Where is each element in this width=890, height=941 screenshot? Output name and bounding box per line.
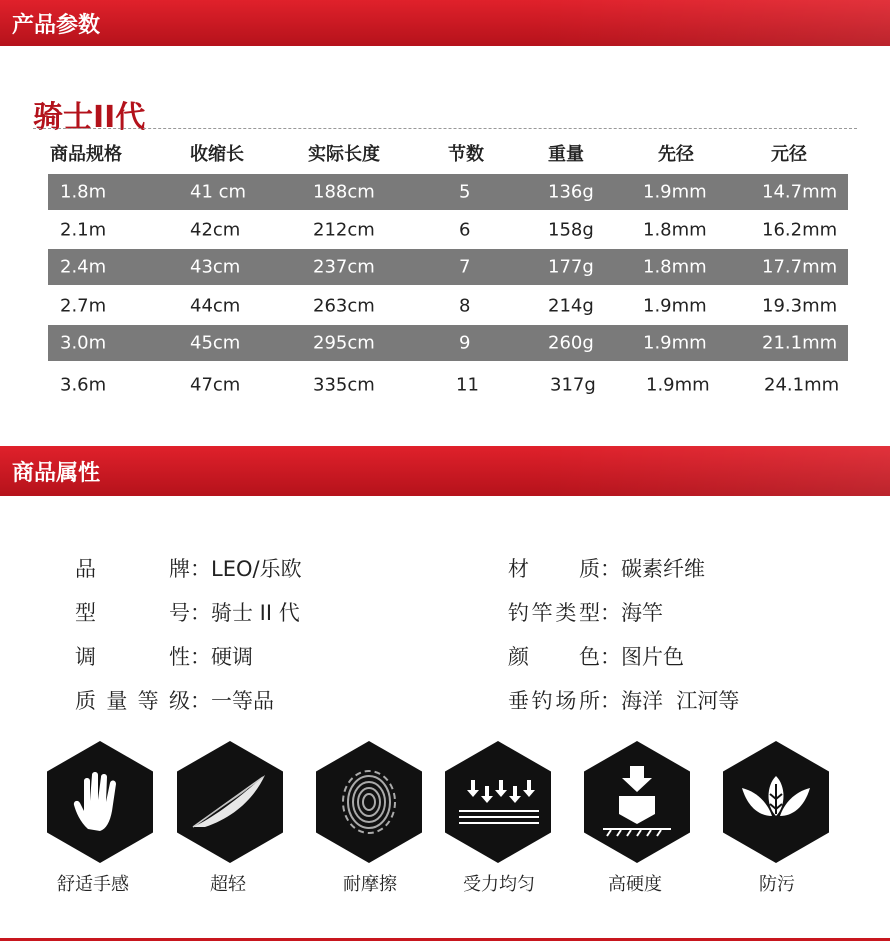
table-cell: 1.9mm [643,332,707,354]
table-row [48,288,848,324]
table-cell: 136g [548,181,594,203]
feature-label: 耐摩擦 [343,874,397,895]
feature-ultralight [177,741,287,866]
attr-rod-type: 钓竿类型：海竿 [508,601,663,625]
table-cell: 42cm [190,219,241,241]
table-cell: 21.1mm [762,332,838,354]
column-header: 元径 [771,144,807,165]
attr-material: 材质：碳素纤维 [508,557,705,581]
column-header: 收缩长 [190,144,244,165]
column-header: 先径 [658,144,694,165]
section-banner-attributes [0,446,890,496]
attr-model: 型号：骑士 II 代 [75,601,300,625]
table-cell: 17.7mm [762,256,838,278]
attr-grade: 质量等级：一等品 [75,689,274,713]
table-cell: 9 [459,332,471,354]
table-cell: 1.8mm [643,219,707,241]
column-header: 重量 [548,144,584,165]
table-cell: 260g [548,332,594,354]
section-banner-params [0,0,890,46]
feature-label: 超轻 [210,874,246,895]
table-cell: 2.4m [60,256,107,278]
table-cell: 237cm [313,256,375,278]
table-cell: 45cm [190,332,241,354]
table-cell: 317g [550,374,596,396]
table-cell: 16.2mm [762,219,838,241]
leaf-icon [723,741,829,863]
table-cell: 43cm [190,256,241,278]
table-cell: 8 [459,295,471,317]
attr-venue: 垂钓场所：海洋 江河等 [508,689,740,713]
table-row [48,174,848,210]
column-header: 实际长度 [308,144,380,165]
table-cell: 212cm [313,219,375,241]
table-cell: 44cm [190,295,241,317]
table-cell: 11 [456,374,479,396]
attr-brand: 品牌：LEO/乐欧 [75,557,302,581]
section-title: 产品参数 [12,12,101,38]
table-cell: 158g [548,219,594,241]
table-cell: 3.0m [60,332,107,354]
column-header: 商品规格 [50,144,122,165]
table-header [48,140,848,168]
attr-action: 调性：硬调 [75,645,253,669]
table-cell: 1.8m [60,181,107,203]
feather-icon [177,741,283,863]
fingerprint-icon [316,741,422,863]
feature-label: 防污 [759,874,795,895]
table-cell: 188cm [313,181,375,203]
section-title: 商品属性 [12,460,101,486]
table-cell: 263cm [313,295,375,317]
table-row [48,325,848,361]
feature-comfort [47,741,157,866]
feature-antifouling [723,741,833,866]
model-title: 骑士II代 [33,100,146,135]
table-cell: 1.9mm [646,374,710,396]
table-cell: 335cm [313,374,375,396]
table-cell: 19.3mm [762,295,838,317]
hand-icon [47,741,153,863]
table-cell: 214g [548,295,594,317]
attr-color: 颜色：图片色 [508,645,684,669]
feature-even-force [445,741,555,866]
table-row [48,367,848,403]
table-cell: 24.1mm [764,374,840,396]
feature-abrasion [316,741,426,866]
table-cell: 177g [548,256,594,278]
table-cell: 1.9mm [643,181,707,203]
table-cell: 3.6m [60,374,107,396]
pressure-arrows-icon [445,741,551,863]
table-cell: 14.7mm [762,181,838,203]
table-cell: 41 cm [190,181,247,203]
feature-label: 高硬度 [608,874,662,895]
feature-hardness [584,741,694,866]
table-cell: 1.8mm [643,256,707,278]
table-cell: 2.7m [60,295,107,317]
table-row [48,212,848,248]
divider [33,128,857,129]
table-cell: 7 [459,256,471,278]
feature-label: 舒适手感 [57,874,129,895]
table-cell: 1.9mm [643,295,707,317]
table-cell: 6 [459,219,471,241]
hardness-icon [584,741,690,863]
table-cell: 47cm [190,374,241,396]
table-cell: 295cm [313,332,375,354]
table-cell: 2.1m [60,219,107,241]
column-header: 节数 [448,144,484,165]
table-row [48,249,848,285]
table-cell: 5 [459,181,471,203]
feature-label: 受力均匀 [463,874,535,895]
